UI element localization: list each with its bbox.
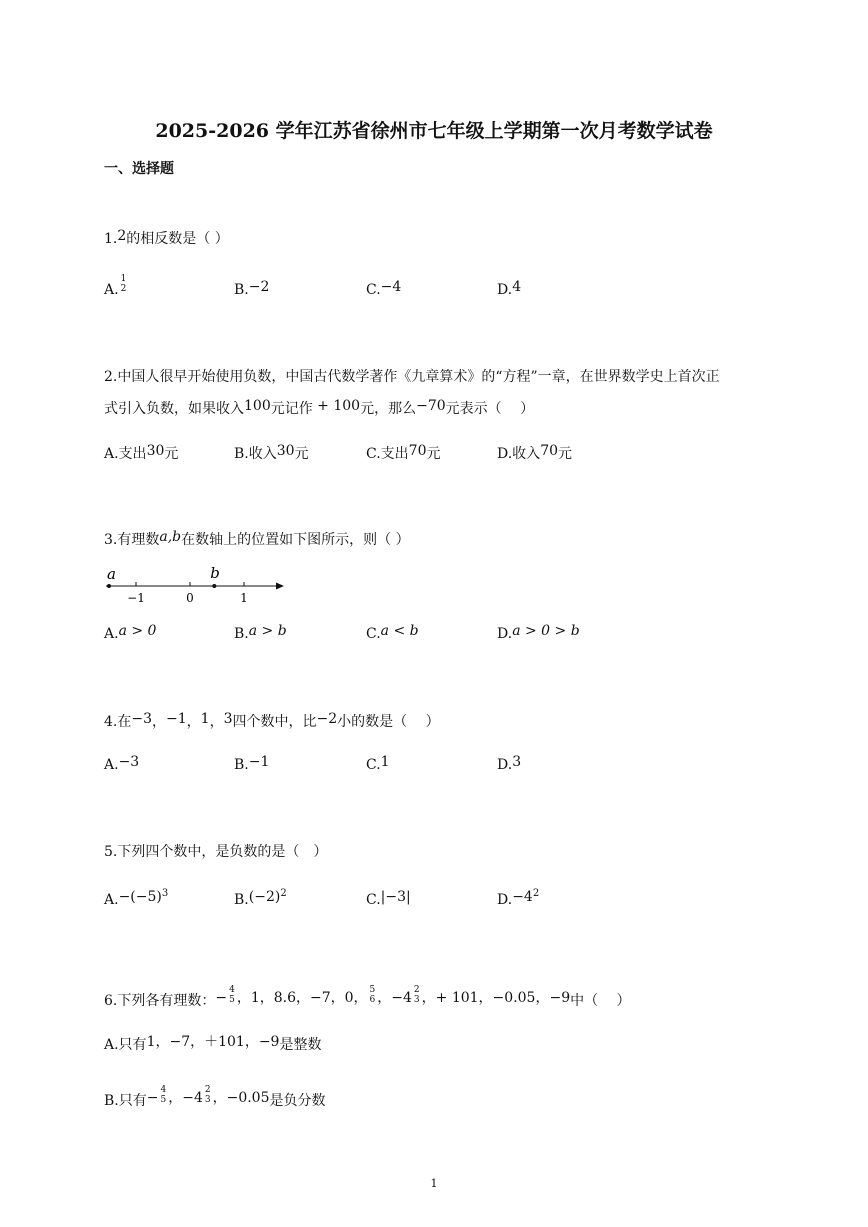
question-4-option-a: A.−3	[104, 754, 140, 773]
question-2-stem-line-2: 式引入负数，如果收入100元记作 + 100元，那么−70元表示（ ）	[104, 398, 535, 417]
question-6-option-a: A.只有1，−7，＋101，−9是整数	[104, 1034, 322, 1053]
page-title: 2025-2026 学年江苏省徐州市七年级上学期第一次月考数学试卷	[155, 120, 713, 142]
label-b: b	[210, 564, 220, 582]
question-5-option-d: $D.-4^2$	[497, 888, 540, 908]
question-3-stem: 3.有理数a,b在数轴上的位置如下图所示，则（ ）	[104, 529, 410, 548]
question-5-stem: 5.下列四个数中，是负数的是（ ）	[104, 844, 328, 860]
tick-label-0: 0	[186, 591, 194, 605]
question-2-option-c: C.支出70元	[366, 443, 441, 462]
question-3-option-a: A.a > 0	[104, 623, 157, 642]
question-3-option-d: D.a > 0 > b	[497, 623, 580, 642]
question-2-stem-line-1: 2.中国人很早开始使用负数，中国古代数学著作《九章算术》的“方程”一章，在世界数学史上首次正	[104, 369, 720, 385]
label-a: a	[107, 565, 116, 583]
question-5-option-c: C.|−3|	[366, 889, 411, 908]
point-a	[107, 584, 111, 588]
tick-label-1: 1	[240, 591, 248, 605]
question-3-option-c: C.a < b	[366, 623, 419, 642]
tick-label-minus-1: −1	[127, 591, 145, 605]
question-5-option-a: $A.-(-5)^3$	[104, 888, 169, 908]
question-2-option-d: D.收入70元	[497, 443, 573, 462]
question-6-option-b: B.只有− 4 5 ，−4 2 3 ，−0.05是负分数	[104, 1085, 326, 1109]
question-3-option-b: B.a > b	[234, 623, 287, 642]
point-b	[212, 584, 216, 588]
question-6-stem: 6.下列各有理数：− 4 5 ，1，8.6，−7，0， 5 6 ，−4 2 3 ，+ 101，−0.05，−9中（ ）	[104, 985, 631, 1009]
page-number: 1	[430, 1177, 438, 1190]
number-line-figure	[100, 560, 290, 608]
question-1-option-a: A. 1 2	[104, 274, 127, 298]
question-1-stem: 1.2的相反数是（ ）	[104, 228, 229, 247]
question-4-option-b: B.−1	[234, 754, 270, 773]
question-1-option-b: B.−2	[234, 279, 270, 298]
question-4-option-c: C.1	[366, 754, 390, 773]
question-5-option-b: $B.(-2)^2$	[234, 888, 287, 908]
question-1-option-d: D.4	[497, 279, 522, 298]
question-4-option-d: D.3	[497, 754, 522, 773]
number-line-arrow	[276, 583, 284, 590]
question-1-option-c: C.−4	[366, 279, 402, 298]
question-2-option-a: A.支出30元	[104, 443, 179, 462]
question-2-option-b: B.收入30元	[234, 443, 309, 462]
question-4-stem: 4.在−3，−1，1，3四个数中，比−2小的数是（ ）	[104, 711, 440, 730]
section-heading: 一、选择题	[104, 161, 174, 177]
